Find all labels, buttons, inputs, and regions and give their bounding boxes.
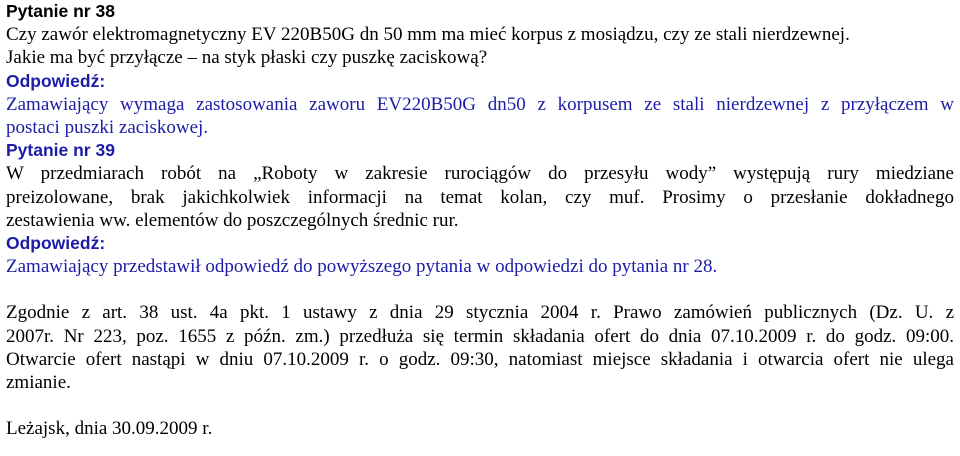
- question-39-text-line-3: zestawienia ww. elementów do poszczególnych średnic rur.: [6, 209, 459, 231]
- spacer: [6, 394, 954, 417]
- document-page: [6, 0, 954, 441]
- notice-line-2: 2007r. Nr 223, poz. 1655 z późn. zm.) przedłuża się termin składania ofert do dnia 07.10.2009 r. do godz. 09:00.: [6, 325, 954, 347]
- question-39-text-line-2: preizolowane, brak jakichkolwiek informacji na temat kolan, czy muf. Prosimy o przesłanie dokładnego: [6, 186, 954, 208]
- question-38-heading: Pytanie nr 38: [6, 1, 115, 21]
- answer-38-text-line-1: Zamawiający wymaga zastosowania zaworu EV220B50G dn50 z korpusem ze stali nierdzewnej z przyłączem w: [6, 93, 954, 115]
- place-and-date: Leżajsk, dnia 30.09.2009 r.: [6, 418, 213, 440]
- answer-38-label: Odpowiedź:: [6, 70, 106, 91]
- question-39-section: [6, 139, 954, 278]
- answer-39-text-line-1: Zamawiający przedstawił odpowiedź do powyższego pytania w odpowiedzi do pytania nr 28.: [6, 256, 718, 278]
- question-38-text-line-2: Jakie ma być przyłącze – na styk płaski czy puszkę zaciskową?: [6, 47, 488, 69]
- notice-line-1: Zgodnie z art. 38 ust. 4a pkt. 1 ustawy z dnia 29 stycznia 2004 r. Prawo zamówień publicznych (Dz. U. z: [6, 302, 954, 324]
- answer-39-label: Odpowiedź:: [6, 232, 106, 253]
- question-38-text-line-1: Czy zawór elektromagnetyczny EV 220B50G dn 50 mm ma mieć korpus z mosiądzu, czy ze stali nierdzewnej.: [6, 24, 850, 46]
- spacer: [6, 278, 954, 301]
- question-39-text-line-1: W przedmiarach robót na „Roboty w zakresie rurociągów do przesyłu wody” występują rury miedziane: [6, 163, 954, 185]
- deadline-notice: [6, 301, 954, 394]
- question-38-section: [6, 0, 954, 139]
- answer-38-text-line-2: postaci puszki zaciskowej.: [6, 116, 209, 138]
- question-39-heading: Pytanie nr 39: [6, 140, 115, 161]
- notice-line-3: Otwarcie ofert nastąpi w dniu 07.10.2009 r. o godz. 09:30, natomiast miejsce składania i otwarcia ofert nie ulega: [6, 348, 954, 370]
- notice-line-4: zmianie.: [6, 372, 71, 393]
